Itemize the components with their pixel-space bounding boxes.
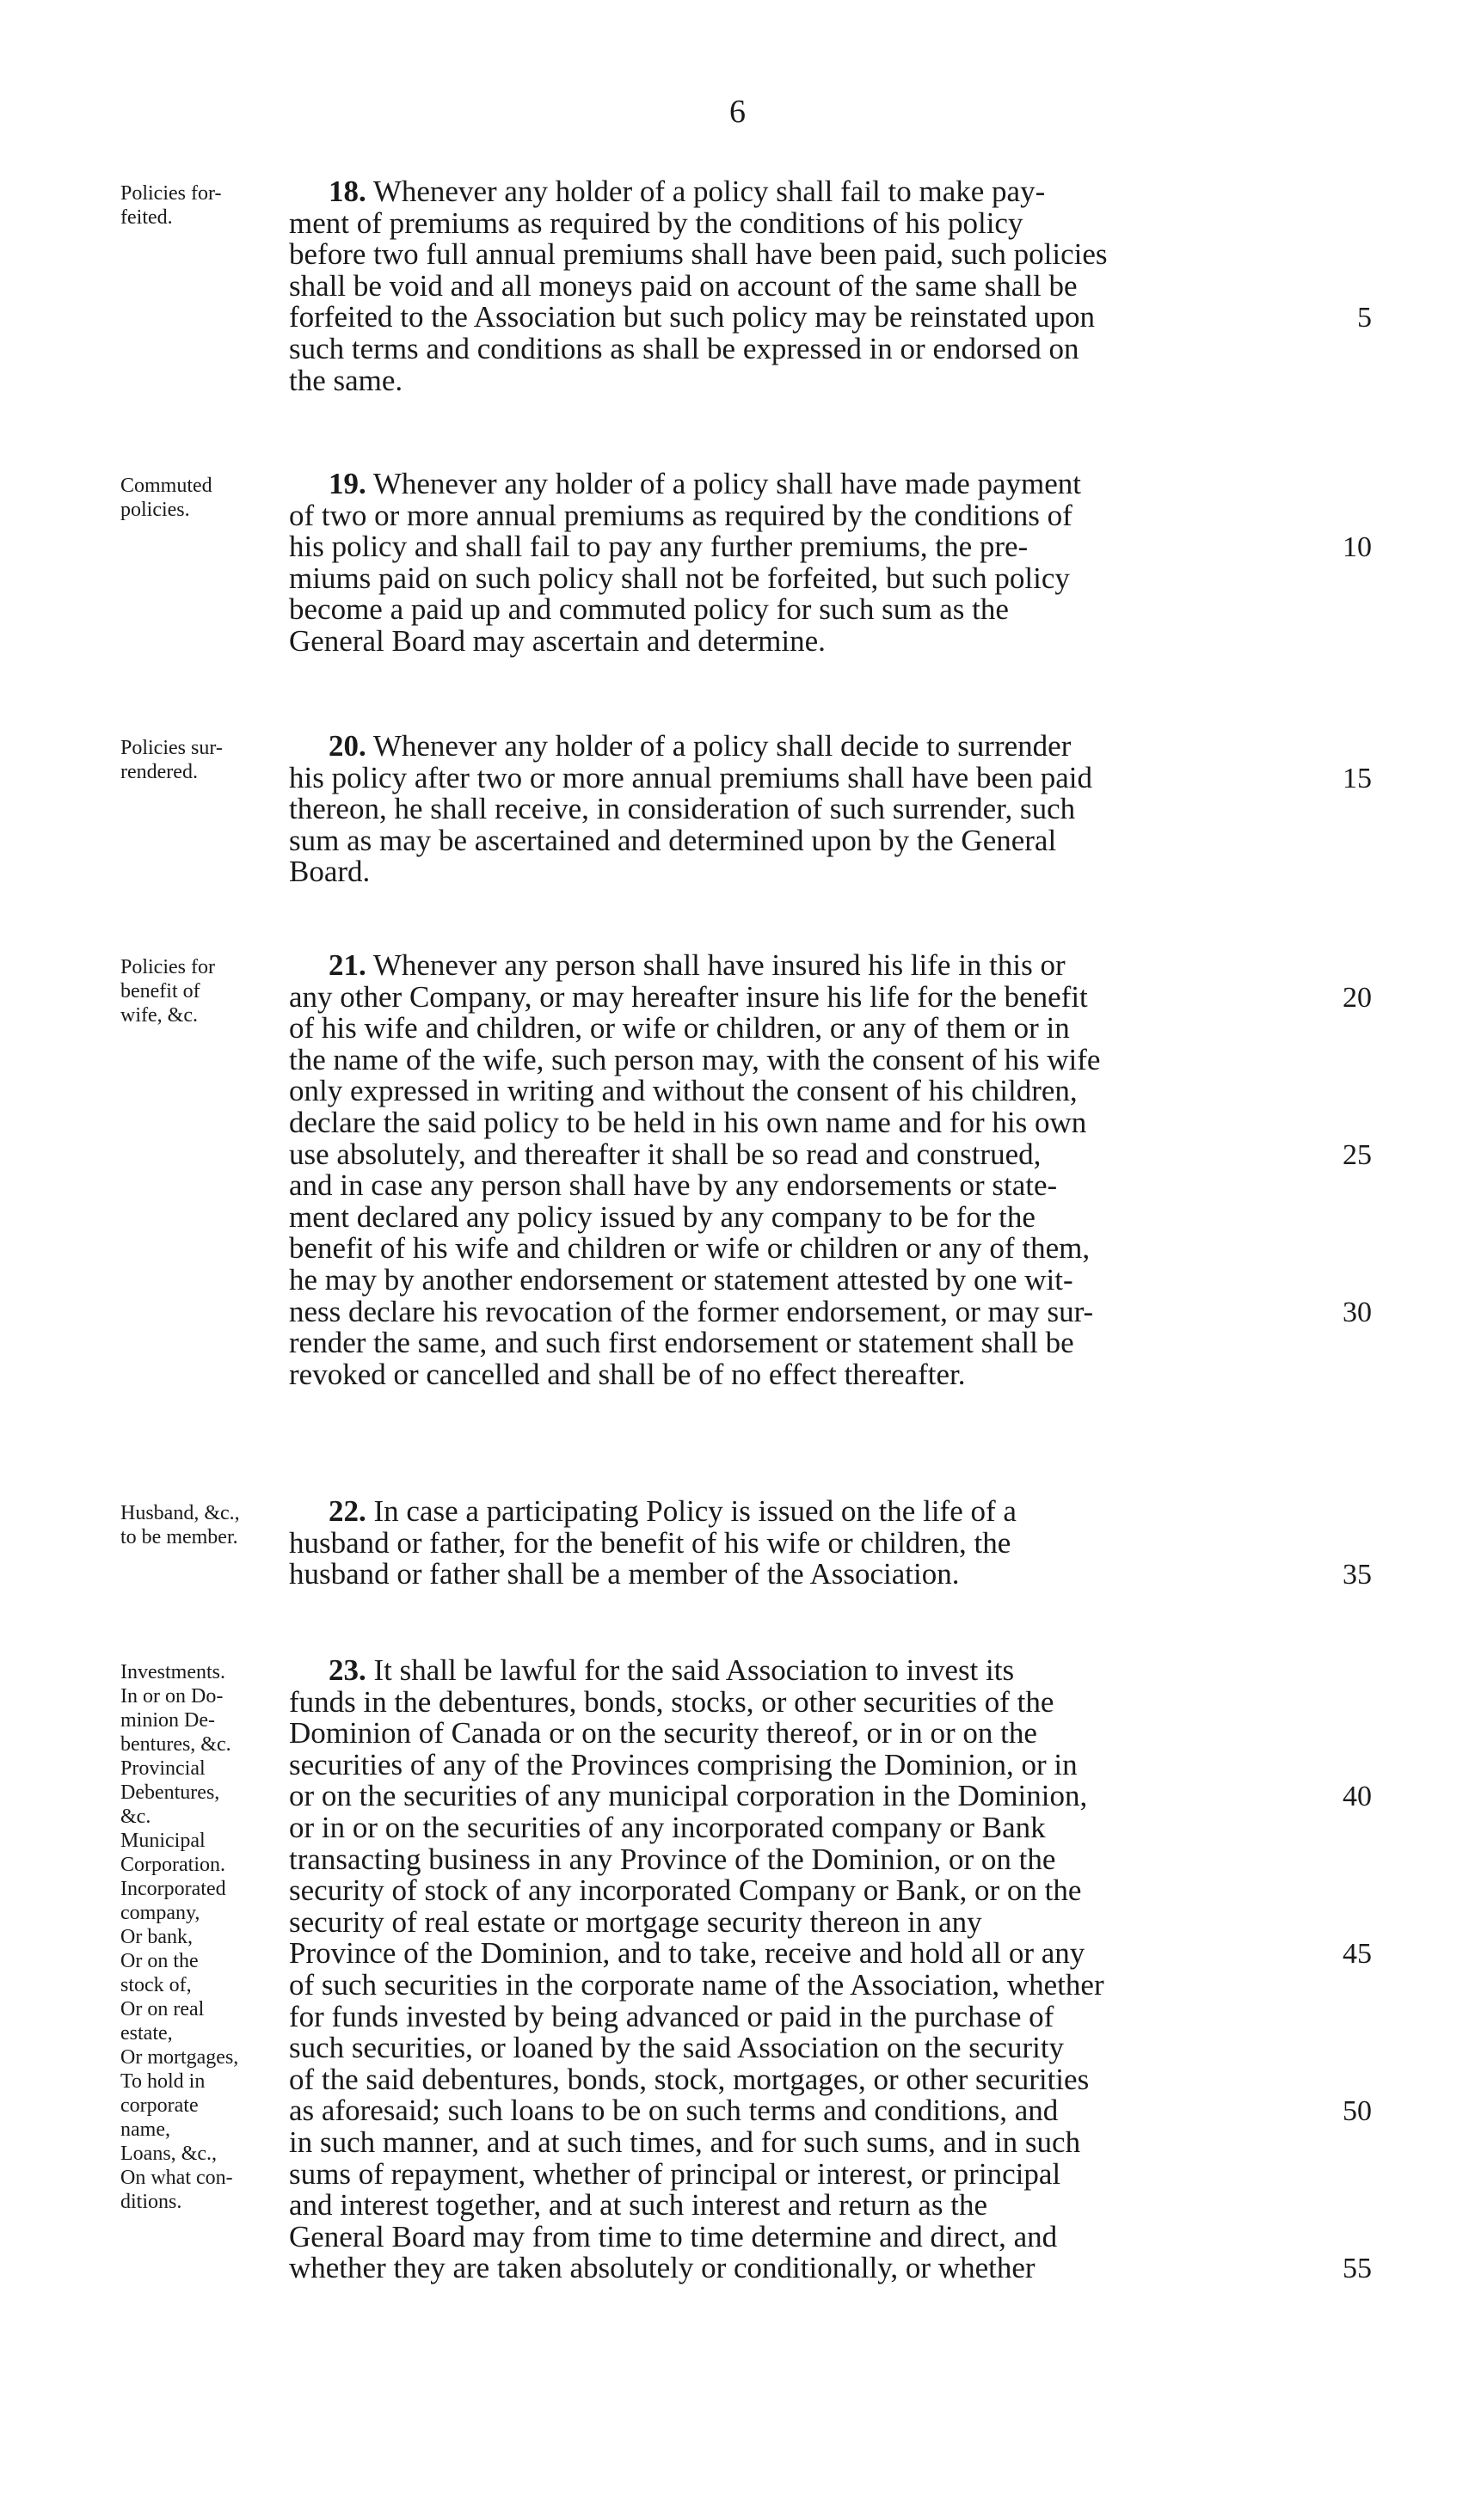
text-line: his policy after two or more annual premiums shall have been paid (289, 760, 1093, 794)
text-line: of such securities in the corporate name of the Association, whether (289, 1967, 1104, 2002)
line-number: 45 (1343, 1938, 1372, 1971)
line-number: 50 (1343, 2095, 1372, 2128)
text-line: Province of the Dominion, and to take, receive and hold all or any (289, 1936, 1085, 1971)
line-number: 25 (1343, 1138, 1372, 1171)
text-line: as aforesaid; such loans to be on such terms and conditions, and (289, 2094, 1059, 2128)
text-line: whether they are taken absolutely or conditionally, or whether (289, 2251, 1036, 2285)
section-body (289, 1655, 1321, 2284)
margin-note-line: Policies for- (120, 182, 222, 205)
section-body (289, 731, 1321, 888)
text-line: for funds invested by being advanced or paid in the purchase of (289, 1999, 1054, 2033)
section-body (289, 176, 1321, 396)
section-number: 19. (329, 467, 366, 500)
text-line: thereon, he shall receive, in consideration of such surrender, such (289, 792, 1076, 826)
text-line: husband or father shall be a member of the Association. (289, 1557, 960, 1591)
margin-note-line: To hold in (120, 2070, 206, 2093)
text-line: such terms and conditions as shall be expressed in or endorsed on (289, 331, 1079, 365)
line-number: 20 (1343, 981, 1372, 1014)
page-number: 6 (729, 94, 746, 130)
margin-note-line: Debentures, (120, 1781, 220, 1804)
margin-note-line: Or on real (120, 1998, 205, 2020)
text-line: husband or father, for the benefit of his wife or children, the (289, 1525, 1011, 1560)
text-line: shall be void and all moneys paid on account of the same shall be (289, 268, 1078, 303)
text-line: his policy and shall fail to pay any further premiums, the pre- (289, 530, 1029, 564)
text-line: he may by another endorsement or statement attested by one wit- (289, 1262, 1073, 1297)
text-line: only expressed in writing and without the consent of his children, (289, 1074, 1078, 1108)
text-line: before two full annual premiums shall have been paid, such policies (289, 237, 1108, 272)
text-line: in such manner, and at such times, and for such sums, and in such (289, 2125, 1081, 2159)
text-line: any other Company, or may hereafter insure his life for the benefit (289, 979, 1088, 1014)
text-line: ment of premiums as required by the conditions of his policy (289, 205, 1023, 240)
section-number: 21. (329, 948, 366, 982)
margin-note (120, 474, 292, 522)
margin-note-line: estate, (120, 2022, 173, 2045)
text-line: render the same, and such first endorsement or statement shall be (289, 1326, 1074, 1360)
text-line: 22. In case a participating Policy is issued on the life of a (329, 1494, 1017, 1528)
text-line: miums paid on such policy shall not be forfeited, but such policy (289, 561, 1070, 595)
text-line: sums of repayment, whether of principal or interest, or principal (289, 2156, 1061, 2191)
line-number: 10 (1343, 531, 1372, 564)
text-line: benefit of his wife and children or wife or children or any of them, (289, 1231, 1091, 1266)
text-line: securities of any of the Provinces comprising the Dominion, or in (289, 1747, 1078, 1781)
text-line: ness declare his revocation of the former endorsement, or may sur- (289, 1294, 1094, 1328)
margin-note-line: rendered. (120, 761, 198, 783)
margin-note (120, 955, 292, 1027)
margin-note-line: Corporation. (120, 1854, 225, 1876)
margin-note-line: In or on Do- (120, 1685, 224, 1708)
section-number: 20. (329, 729, 366, 763)
margin-note-line: stock of, (120, 1974, 192, 1996)
text-line: of his wife and children, or wife or children, or any of them or in (289, 1011, 1070, 1045)
margin-note-line: wife, &c. (120, 1004, 198, 1027)
margin-note-line: Policies sur- (120, 737, 223, 759)
margin-note (120, 1660, 292, 2214)
text-line: and interest together, and at such interest and return as the (289, 2188, 988, 2223)
margin-note-line: Policies for (120, 956, 215, 978)
text-line: funds in the debentures, bonds, stocks, or other securities of the (289, 1684, 1054, 1719)
margin-note-line: Commuted (120, 475, 212, 497)
margin-note-line: feited. (120, 206, 173, 229)
text-line: 23. It shall be lawful for the said Association to invest its (329, 1653, 1015, 1687)
text-line: become a paid up and commuted policy for such sum as the (289, 592, 1009, 627)
margin-note (120, 736, 292, 784)
line-number: 55 (1343, 2253, 1372, 2285)
margin-note-line: ditions. (120, 2191, 182, 2213)
text-line: 18. Whenever any holder of a policy shall fail to make pay- (329, 175, 1046, 208)
margin-note-line: to be member. (120, 1526, 238, 1548)
margin-note-line: bentures, &c. (120, 1733, 231, 1756)
text-line: 21. Whenever any person shall have insured his life in this or (329, 948, 1066, 982)
text-line: declare the said policy to be held in his own name and for his own (289, 1105, 1087, 1139)
text-line: General Board may from time to time determine and direct, and (289, 2219, 1058, 2253)
margin-note-line: minion De- (120, 1709, 215, 1732)
text-line: sum as may be ascertained and determined upon by the General (289, 823, 1057, 857)
text-line: forfeited to the Association but such policy may be reinstated upon (289, 300, 1096, 334)
margin-note-line: On what con- (120, 2167, 233, 2189)
margin-note-line: Provincial (120, 1757, 206, 1780)
margin-note-line: name, (120, 2118, 170, 2141)
text-line: revoked or cancelled and shall be of no effect thereafter. (289, 1357, 966, 1391)
margin-note (120, 181, 292, 230)
margin-note (120, 1501, 292, 1549)
text-line: the name of the wife, such person may, with the consent of his wife (289, 1042, 1101, 1076)
section-number: 22. (329, 1494, 366, 1528)
section-body (289, 469, 1321, 658)
margin-note-line: company, (120, 1902, 200, 1924)
line-number: 5 (1357, 302, 1372, 334)
text-line: 19. Whenever any holder of a policy shall have made payment (329, 467, 1082, 500)
margin-note-line: Or mortgages, (120, 2046, 239, 2069)
text-line: or in or on the securities of any incorporated company or Bank (289, 1810, 1046, 1844)
margin-note-line: Husband, &c., (120, 1502, 240, 1524)
section-number: 23. (329, 1653, 366, 1687)
line-number: 40 (1343, 1781, 1372, 1813)
margin-note-line: Incorporated (120, 1878, 226, 1900)
text-line: 20. Whenever any holder of a policy shall decide to surrender (329, 729, 1072, 763)
text-line: security of real estate or mortgage security thereon in any (289, 1904, 982, 1939)
margin-note-line: Loans, &c., (120, 2143, 217, 2165)
text-line: ment declared any policy issued by any company to be for the (289, 1199, 1036, 1234)
margin-note-line: Or on the (120, 1950, 199, 1972)
section-body (289, 950, 1321, 1390)
text-line: of two or more annual premiums as required by the conditions of (289, 498, 1072, 532)
text-line: use absolutely, and thereafter it shall be so read and construed, (289, 1137, 1042, 1171)
margin-note-line: corporate (120, 2094, 199, 2117)
line-number: 35 (1343, 1559, 1372, 1591)
text-line: the same. (289, 363, 403, 397)
margin-note-line: benefit of (120, 980, 200, 1002)
margin-note-line: policies. (120, 499, 190, 521)
margin-note-line: Investments. (120, 1661, 225, 1683)
margin-note-line: Or bank, (120, 1926, 193, 1948)
text-line: or on the securities of any municipal corporation in the Dominion, (289, 1779, 1088, 1813)
text-line: of the said debentures, bonds, stock, mortgages, or other securities (289, 2062, 1090, 2096)
line-number: 15 (1343, 762, 1372, 794)
text-line: security of stock of any incorporated Company or Bank, or on the (289, 1873, 1082, 1908)
text-line: General Board may ascertain and determine. (289, 623, 826, 658)
text-line: Dominion of Canada or on the security thereof, or in or on the (289, 1716, 1037, 1751)
text-line: and in case any person shall have by any endorsements or state- (289, 1168, 1058, 1203)
section-number: 18. (329, 175, 366, 208)
text-line: Board. (289, 855, 371, 889)
section-body (289, 1496, 1321, 1591)
margin-note-line: &c. (120, 1806, 151, 1828)
text-line: such securities, or loaned by the said Association on the security (289, 2031, 1065, 2065)
text-line: transacting business in any Province of the Dominion, or on the (289, 1842, 1056, 1876)
margin-note-line: Municipal (120, 1830, 206, 1852)
line-number: 30 (1343, 1296, 1372, 1328)
